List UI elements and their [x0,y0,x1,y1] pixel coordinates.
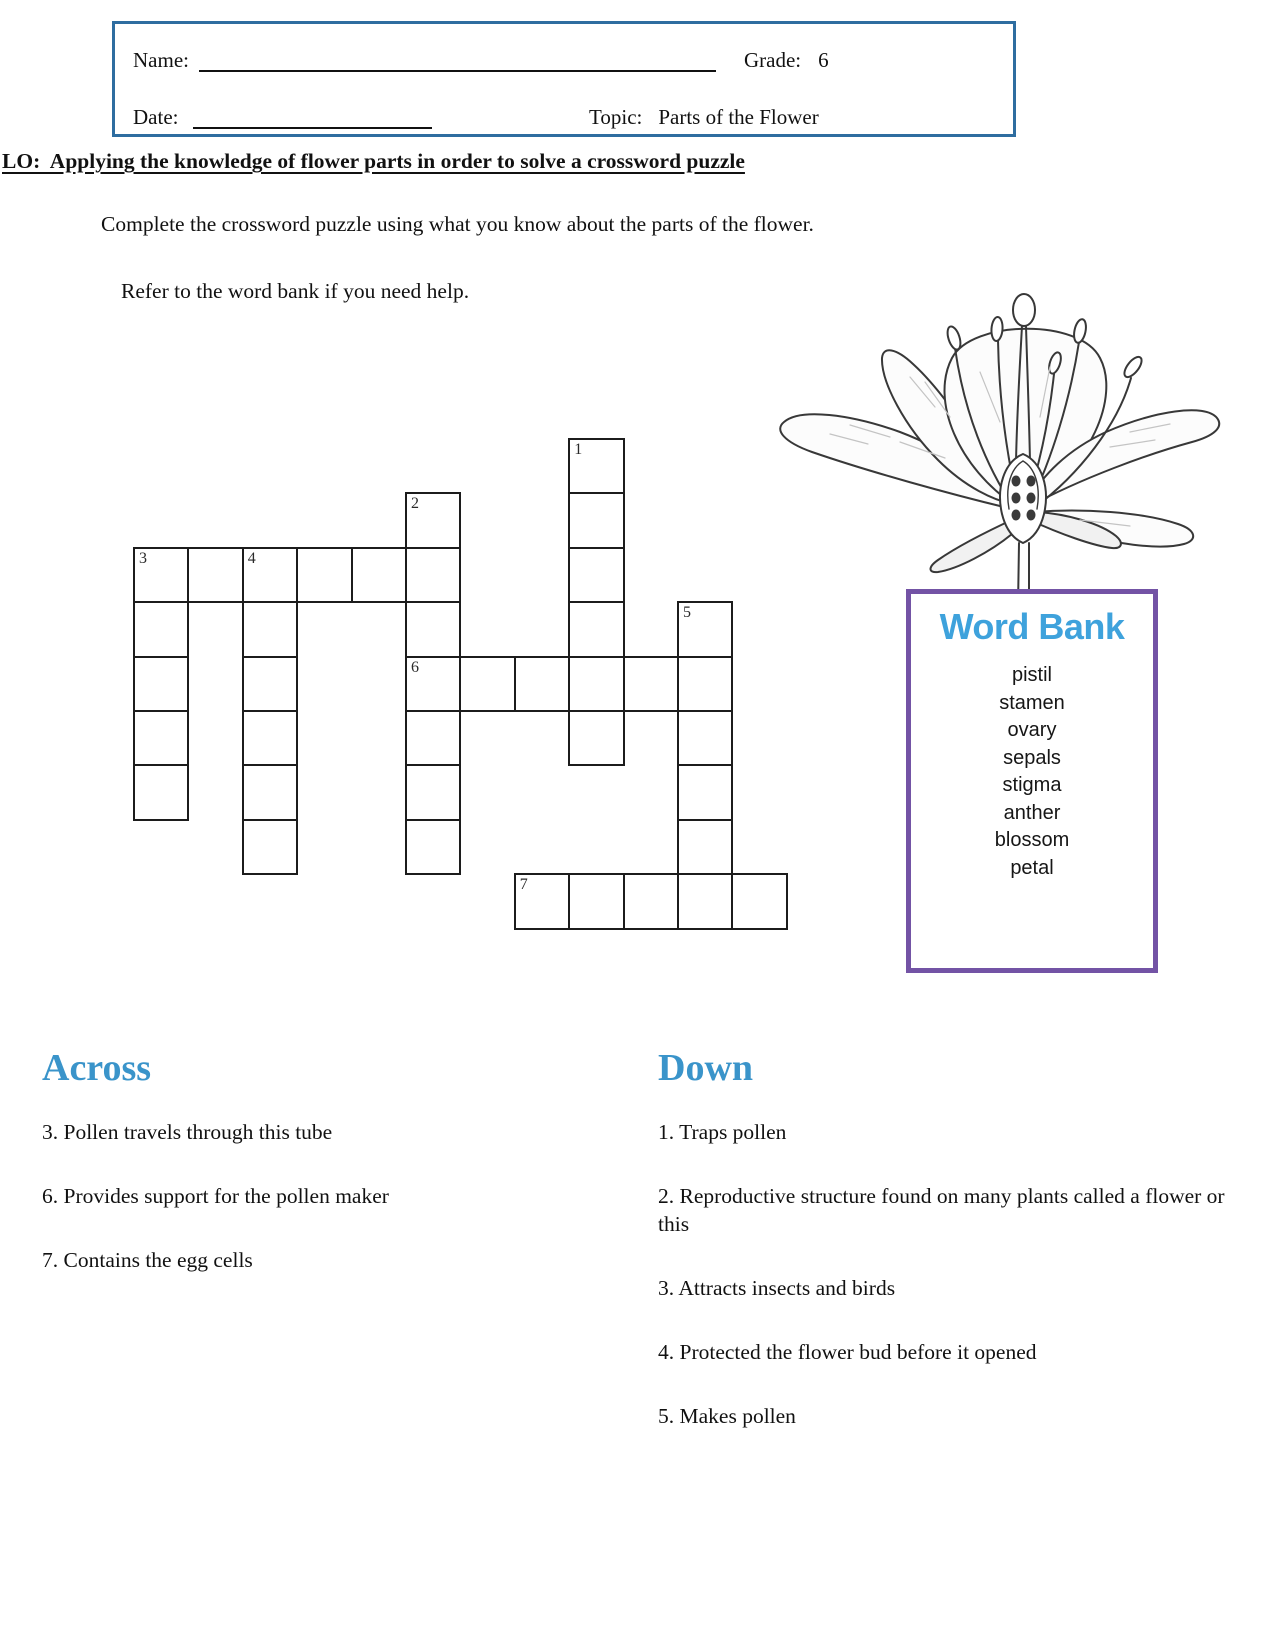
word-bank-title: Word Bank [939,606,1125,647]
word-bank-item: ovary [1007,719,1057,741]
across-clue: 6. Provides support for the pollen maker [42,1184,389,1208]
topic-label: Topic: [589,105,643,129]
instruction-2: Refer to the word bank if you need help. [121,279,470,303]
crossword-cell[interactable] [677,764,733,820]
crossword-cell[interactable] [568,492,624,548]
instruction-1: Complete the crossword puzzle using what you know about the parts of the flower. [101,212,814,236]
cell-number: 5 [683,604,691,622]
crossword-cell[interactable] [242,601,298,657]
crossword-cell[interactable] [677,819,733,875]
word-bank-item: sepals [1003,746,1061,769]
crossword-cell[interactable] [677,656,733,712]
crossword-cell[interactable] [351,547,407,603]
topic-group [589,105,819,130]
learning-objective: LO: Applying the knowledge of flower parts in order to solve a crossword puzzle [2,149,745,173]
crossword-cell[interactable] [133,764,189,820]
crossword-cell[interactable] [242,764,298,820]
crossword-cell[interactable] [133,601,189,657]
cell-number: 4 [247,549,256,567]
word-bank-item: pistil [1011,664,1052,686]
crossword-cell[interactable] [677,710,733,766]
down-heading: Down [658,1047,754,1089]
crossword-cell[interactable] [405,656,461,712]
crossword-cell[interactable] [133,547,189,603]
word-bank-item: anther [1003,801,1061,824]
word-bank-item: stamen [999,691,1065,714]
cell-number: 2 [411,495,419,513]
crossword-cell[interactable] [731,873,787,929]
crossword-cell[interactable] [514,873,570,929]
crossword-cell[interactable] [405,547,461,603]
crossword-cell[interactable] [568,547,624,603]
crossword-cell[interactable] [514,656,570,712]
grade-label: Grade: [744,48,802,72]
across-clue: 3. Pollen travels through this tube [42,1120,333,1144]
date-label: Date: [133,105,179,129]
cell-number: 6 [411,658,419,676]
crossword-cell[interactable] [242,710,298,766]
grade-group [744,48,829,73]
topic-value: Parts of the Flower [658,105,819,129]
down-clue: 4. Protected the flower bud before it opened [658,1340,1037,1364]
header-box [112,21,1016,137]
crossword-cell[interactable] [296,547,352,603]
crossword-cell[interactable] [405,492,461,548]
word-bank [906,589,1158,973]
down-clues [658,1118,1226,1466]
crossword-cell[interactable] [187,547,243,603]
crossword-cell[interactable] [405,764,461,820]
crossword-cell[interactable] [459,656,515,712]
grade-value: 6 [818,48,829,72]
crossword-cell[interactable] [242,656,298,712]
crossword-cell[interactable] [405,710,461,766]
stigma [1013,294,1035,326]
across-clues [42,1118,602,1310]
down-clue: 1. Traps pollen [658,1120,787,1144]
word-bank-item: blossom [994,829,1070,851]
crossword-cell[interactable] [568,710,624,766]
crossword-cell[interactable] [568,873,624,929]
cell-number: 7 [519,876,528,894]
across-heading: Across [42,1047,152,1089]
down-clue: 5. Makes pollen [658,1404,796,1428]
across-clue: 7. Contains the egg cells [42,1248,253,1272]
crossword-cell[interactable] [242,819,298,875]
word-bank-item: petal [1010,856,1054,879]
word-bank-list [911,662,1153,882]
crossword-cell[interactable] [623,873,679,929]
crossword-cell[interactable] [133,656,189,712]
down-clue: 3. Attracts insects and birds [658,1276,896,1300]
crossword-cell[interactable] [623,656,679,712]
crossword-cell[interactable] [677,873,733,929]
crossword-cell[interactable] [133,710,189,766]
crossword-cell[interactable] [242,547,298,603]
cell-number: 3 [139,549,147,567]
word-bank-item: stigma [1002,774,1062,796]
sepal [931,518,1017,572]
flower-illustration [750,262,1228,607]
crossword-cell[interactable] [405,601,461,657]
crossword-cell[interactable] [405,819,461,875]
name-field-line[interactable] [199,48,716,72]
crossword-cell[interactable] [677,601,733,657]
crossword-cell[interactable] [568,438,624,494]
crossword-cell[interactable] [568,656,624,712]
date-field-line[interactable] [193,105,432,129]
down-clue: 2. Reproductive structure found on many plants called a flower or this [658,1184,1225,1236]
cell-number: 1 [574,441,583,458]
name-label: Name: [133,48,189,72]
crossword-cell[interactable] [568,601,624,657]
